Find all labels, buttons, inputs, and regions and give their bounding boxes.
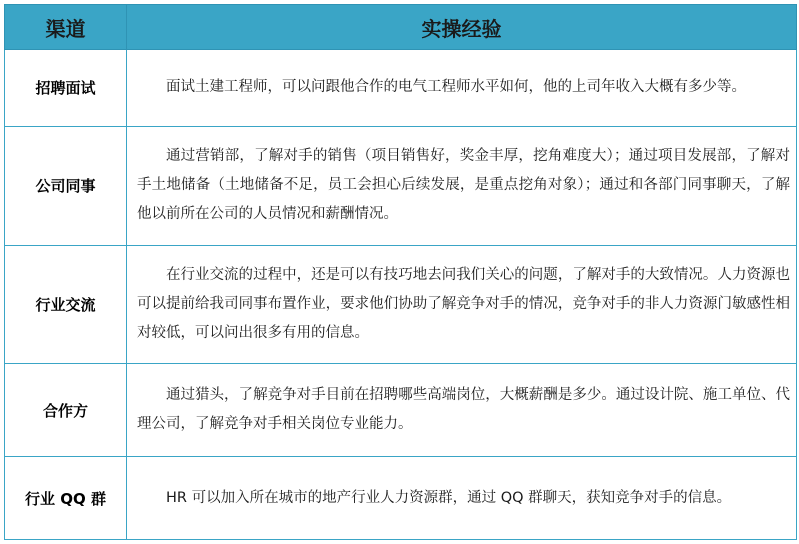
row-experience: 在行业交流的过程中，还是可以有技巧地去问我们关心的问题，了解对手的大致情况。人力资源也可以提前给我司同事布置作业，要求他们协助了解竞争对手的情况，竞争对手的非人力资源门敏感性相对较低，可以问出很多有用的信息。 xyxy=(127,245,797,363)
header-experience: 实操经验 xyxy=(127,5,797,50)
table-row xyxy=(5,50,797,127)
channel-experience-table xyxy=(4,4,797,540)
row-channel: 招聘面试 xyxy=(5,50,127,127)
row-channel: 行业 QQ 群 xyxy=(5,457,127,540)
table-row xyxy=(5,364,797,457)
row-experience: 通过猎头，了解竞争对手目前在招聘哪些高端岗位，大概薪酬是多少。通过设计院、施工单位、代理公司，了解竞争对手相关岗位专业能力。 xyxy=(127,364,797,457)
row-experience: 通过营销部，了解对手的销售（项目销售好，奖金丰厚，挖角难度大）；通过项目发展部，了解对手土地储备（土地储备不足，员工会担心后续发展，是重点挖角对象）；通过和各部门同事聊天，了解他以前所在公司的人员情况和薪酬情况。 xyxy=(127,126,797,245)
table-header xyxy=(5,5,797,50)
table-row xyxy=(5,126,797,245)
row-experience: 面试土建工程师，可以问跟他合作的电气工程师水平如何，他的上司年收入大概有多少等。 xyxy=(127,50,797,127)
header-channel: 渠道 xyxy=(5,5,127,50)
row-experience: HR 可以加入所在城市的地产行业人力资源群，通过 QQ 群聊天，获知竞争对手的信息。 xyxy=(127,457,797,540)
table-row xyxy=(5,245,797,363)
table-body xyxy=(5,50,797,540)
row-channel: 行业交流 xyxy=(5,245,127,363)
row-channel: 公司同事 xyxy=(5,126,127,245)
row-channel: 合作方 xyxy=(5,364,127,457)
table-row xyxy=(5,457,797,540)
